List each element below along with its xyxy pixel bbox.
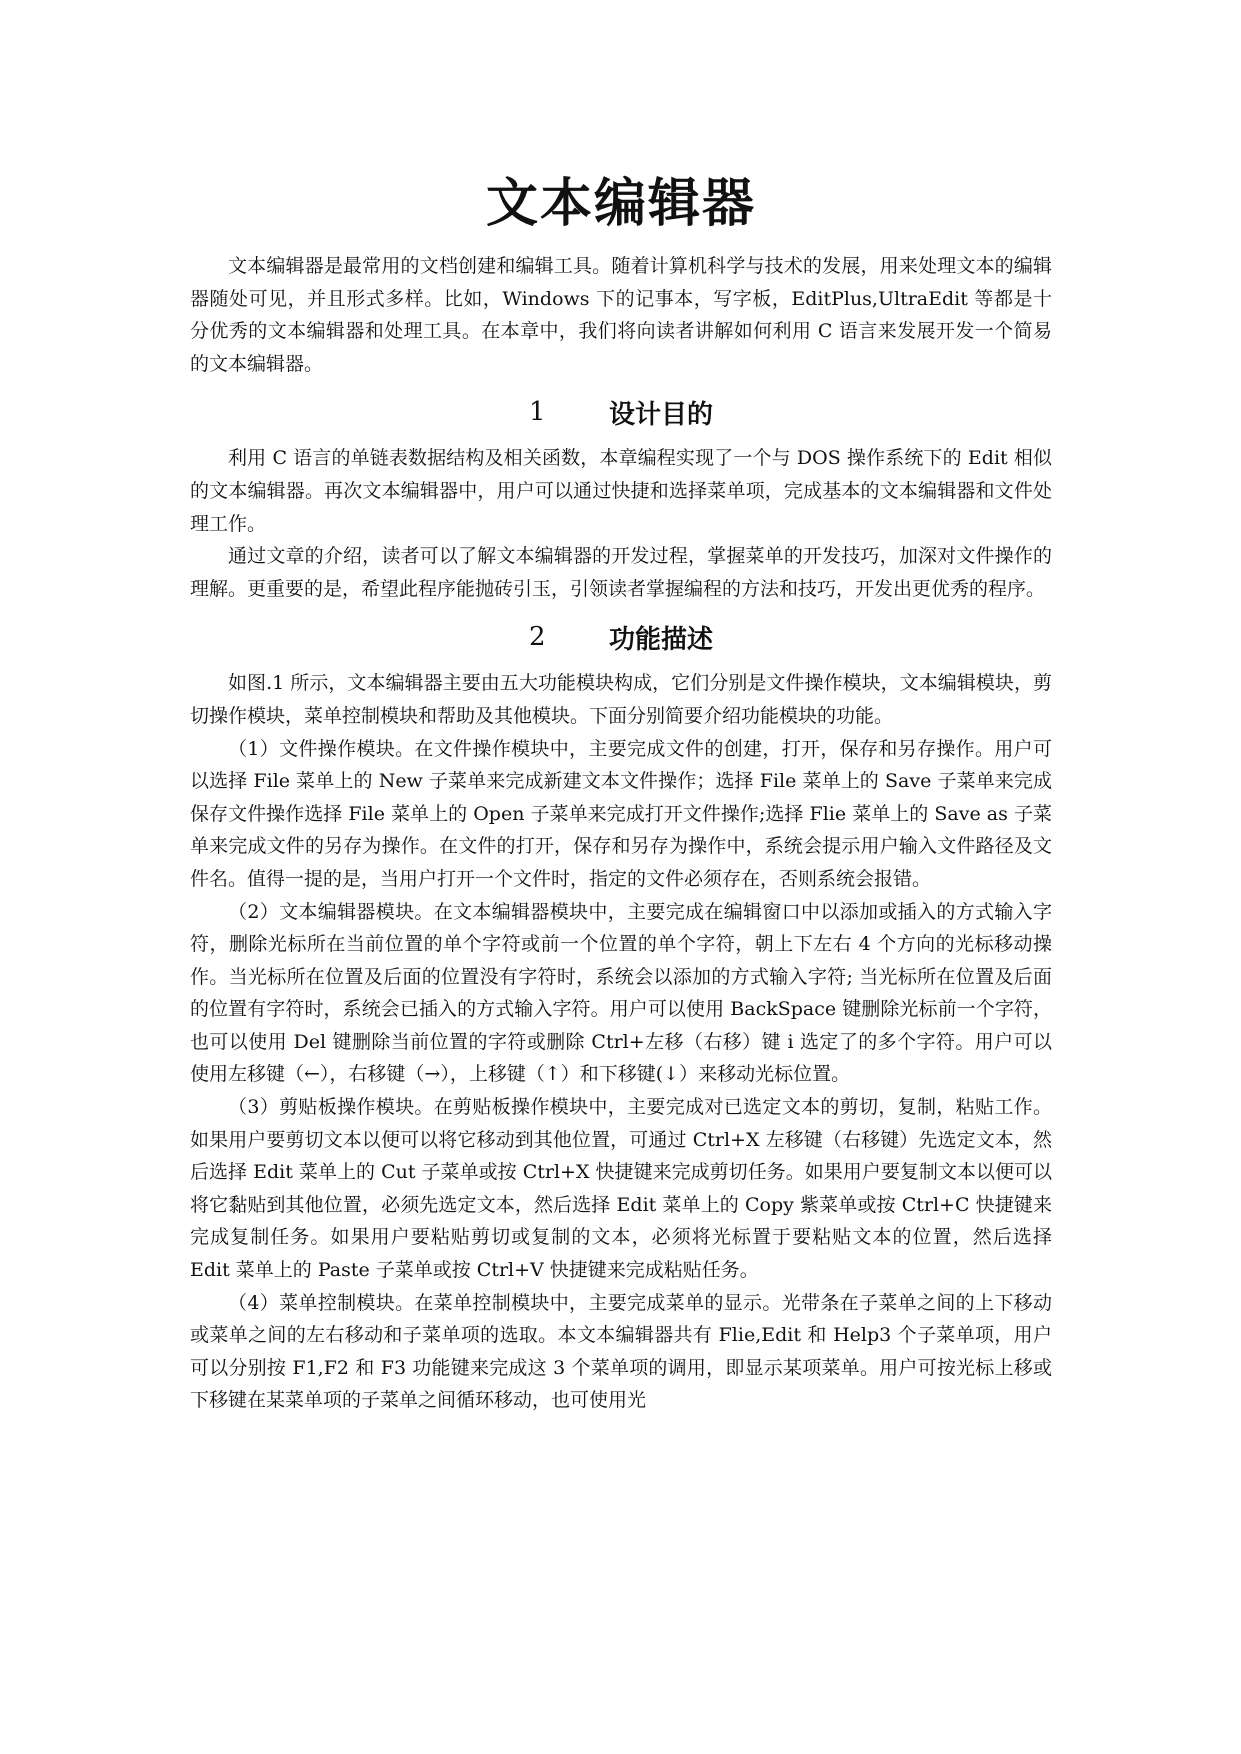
section-title: 功能描述 bbox=[608, 624, 713, 655]
section-number: 2 bbox=[528, 622, 546, 653]
section-heading-2 bbox=[190, 615, 1052, 659]
section-heading-1 bbox=[190, 390, 1052, 434]
section-number: 1 bbox=[528, 397, 546, 428]
intro-paragraph: 文本编辑器是最常用的文档创建和编辑工具。随着计算机科学与技术的发展，用来处理文本的编辑器随处可见，并且形式多样。比如，Windows 下的记事本，写字板，EditPlus,UltraEdit 等都是十分优秀的文本编辑器和处理工具。在本章中，我们将向读者讲解如何利用 C 语言来发展开发一个简易的文本编辑器。 bbox=[190, 255, 1052, 375]
section-title: 设计目的 bbox=[608, 399, 713, 430]
body-paragraph: （2）文本编辑器模块。在文本编辑器模块中，主要完成在编辑窗口中以添加或插入的方式输入字符，删除光标所在当前位置的单个字符或前一个位置的单个字符，朝上下左右 4 个方向的光标移动操作。当光标所在位置及后面的位置没有字符时，系统会以添加的方式输入字符; 当光标所在位置及后面的位置有字符时，系统会已插入的方式输入字符。用户可以使用 BackSpace 键删除光标前一个字符，也可以使用 Del 键删除当前位置的字符或删除 Ctrl+左移（右移）键 i 选定了的多个字符。用户可以使用左移键（←），右移键（→），上移键（↑）和下移键(↓）来移动光标位置。 bbox=[190, 900, 1052, 1086]
body-paragraph: （1）文件操作模块。在文件操作模块中，主要完成文件的创建，打开，保存和另存操作。用户可以选择 File 菜单上的 New 子菜单来完成新建文本文件操作；选择 File 菜单上的 Save 子菜单来完成保存文件操作选择 File 菜单上的 Open 子菜单来完成打开文件操作;选择 Flie 菜单上的 Save as 子菜单来完成文件的另存为操作。在文件的打开，保存和另存为操作中，系统会提示用户输入文件路径及文件名。值得一提的是，当用户打开一个文件时，指定的文件必须存在，否则系统会报错。 bbox=[190, 737, 1052, 890]
document-title: 文本编辑器 bbox=[485, 174, 756, 234]
body-paragraph: 利用 C 语言的单链表数据结构及相关函数，本章编程实现了一个与 DOS 操作系统下的 Edit 相似的文本编辑器。再次文本编辑器中，用户可以通过快捷和选择菜单项，完成基本的文本编辑器和文件处理工作。 bbox=[190, 447, 1052, 535]
body-paragraph: 如图.1 所示，文本编辑器主要由五大功能模块构成，它们分别是文件操作模块，文本编辑模块，剪切操作模块，菜单控制模块和帮助及其他模块。下面分别简要介绍功能模块的功能。 bbox=[190, 672, 1052, 727]
document-page bbox=[190, 168, 1052, 1417]
body-paragraph: （3）剪贴板操作模块。在剪贴板操作模块中，主要完成对已选定文本的剪切，复制，粘贴工作。如果用户要剪切文本以便可以将它移动到其他位置，可通过 Ctrl+X 左移键（右移键）先选定文本，然后选择 Edit 菜单上的 Cut 子菜单或按 Ctrl+X 快捷键来完成剪切任务。如果用户要复制文本以便可以将它黏贴到其他位置，必须先选定文本，然后选择 Edit 菜单上的 Copy 紫菜单或按 Ctrl+C 快捷键来完成复制任务。如果用户要粘贴剪切或复制的文本，必须将光标置于要粘贴文本的位置，然后选择 Edit 菜单上的 Paste 子菜单或按 Ctrl+V 快捷键来完成粘贴任务。 bbox=[190, 1096, 1052, 1282]
body-paragraph: （4）菜单控制模块。在菜单控制模块中，主要完成菜单的显示。光带条在子菜单之间的上下移动或菜单之间的左右移动和子菜单项的选取。本文本编辑器共有 Flie,Edit 和 Help3 个子菜单项，用户可以分别按 F1,F2 和 F3 功能键来完成这 3 个菜单项的调用，即显示某项菜单。用户可按光标上移或下移键在某菜单项的子菜单之间循环移动，也可使用光 bbox=[190, 1291, 1052, 1412]
body-paragraph: 通过文章的介绍，读者可以了解文本编辑器的开发过程，掌握菜单的开发技巧，加深对文件操作的理解。更重要的是，希望此程序能抛砖引玉，引领读者掌握编程的方法和技巧，开发出更优秀的程序。 bbox=[190, 545, 1052, 600]
